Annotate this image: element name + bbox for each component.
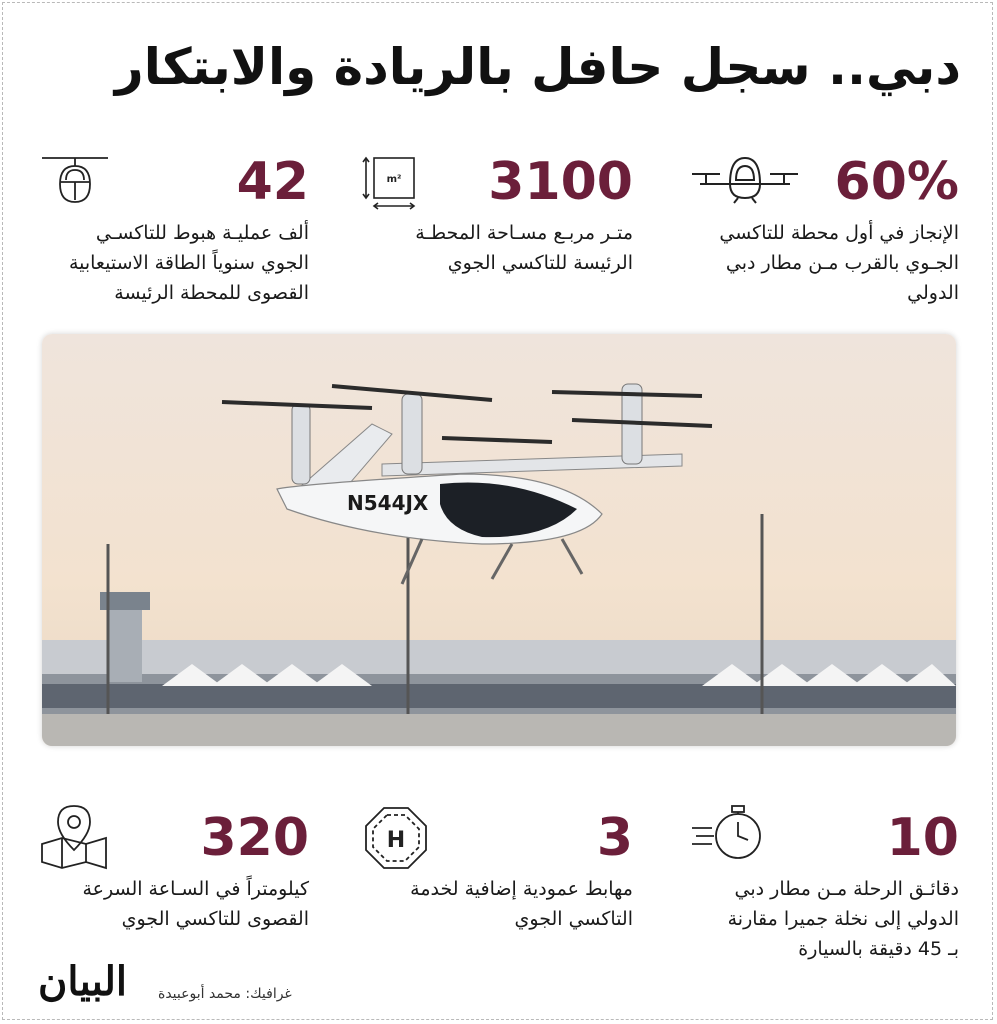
desc-line: القصوى للتاكسي الجوي bbox=[121, 908, 309, 930]
air-taxi-icon bbox=[690, 154, 800, 204]
desc-line: الجوي سنوياً الطاقة الاستيعابية bbox=[68, 252, 309, 274]
stat-description bbox=[679, 218, 959, 308]
stat-description bbox=[353, 874, 633, 934]
stat-description bbox=[659, 874, 959, 964]
desc-line: الدولي إلى نخلة جميرا مقارنة bbox=[727, 908, 959, 930]
desc-line: متـر مربـع مسـاحة المحطـة bbox=[415, 222, 633, 244]
newspaper-logo: البيان bbox=[38, 958, 128, 1005]
stat-number: 3100 bbox=[488, 152, 633, 212]
square-meter-icon bbox=[360, 152, 420, 212]
page-title: دبي.. سجل حافل بالريادة والابتكار bbox=[114, 38, 961, 96]
desc-line: الدولي bbox=[907, 282, 959, 304]
stopwatch-icon bbox=[690, 802, 770, 864]
stat-number: 10 bbox=[886, 808, 959, 868]
svg-text:m²: m² bbox=[386, 174, 402, 185]
stat-number: 60% bbox=[834, 152, 959, 212]
stat-number: 320 bbox=[200, 808, 309, 868]
stat-number: 3 bbox=[596, 808, 633, 868]
helipad-icon bbox=[364, 806, 428, 870]
aircraft-tail-number: N544JX bbox=[347, 491, 429, 515]
desc-line: دقائـق الرحلة مـن مطار دبي bbox=[734, 878, 959, 900]
stat-description bbox=[29, 874, 309, 934]
map-pin-icon bbox=[40, 804, 108, 870]
desc-line: الجـوي بالقرب مـن مطار دبي bbox=[725, 252, 959, 274]
desc-line: الرئيسة للتاكسي الجوي bbox=[447, 252, 633, 274]
desc-line: بـ 45 دقيقة بالسيارة bbox=[798, 938, 959, 960]
svg-text:H: H bbox=[386, 828, 406, 853]
graphic-credit: غرافيك: محمد أبوعبيدة bbox=[158, 986, 292, 1002]
air-taxi-photo bbox=[42, 334, 956, 746]
desc-line: القصوى للمحطة الرئيسة bbox=[114, 282, 309, 304]
desc-line: كيلومتراً في السـاعة السرعة bbox=[82, 878, 309, 900]
stat-description bbox=[29, 218, 309, 308]
helicopter-icon bbox=[40, 152, 110, 208]
stat-description bbox=[353, 218, 633, 278]
desc-line: التاكسي الجوي bbox=[514, 908, 633, 930]
stat-number: 42 bbox=[236, 152, 309, 212]
desc-line: الإنجاز في أول محطة للتاكسي bbox=[719, 222, 959, 244]
desc-line: ألف عمليـة هبوط للتاكسـي bbox=[95, 222, 309, 244]
desc-line: مهابط عمودية إضافية لخدمة bbox=[410, 878, 633, 900]
